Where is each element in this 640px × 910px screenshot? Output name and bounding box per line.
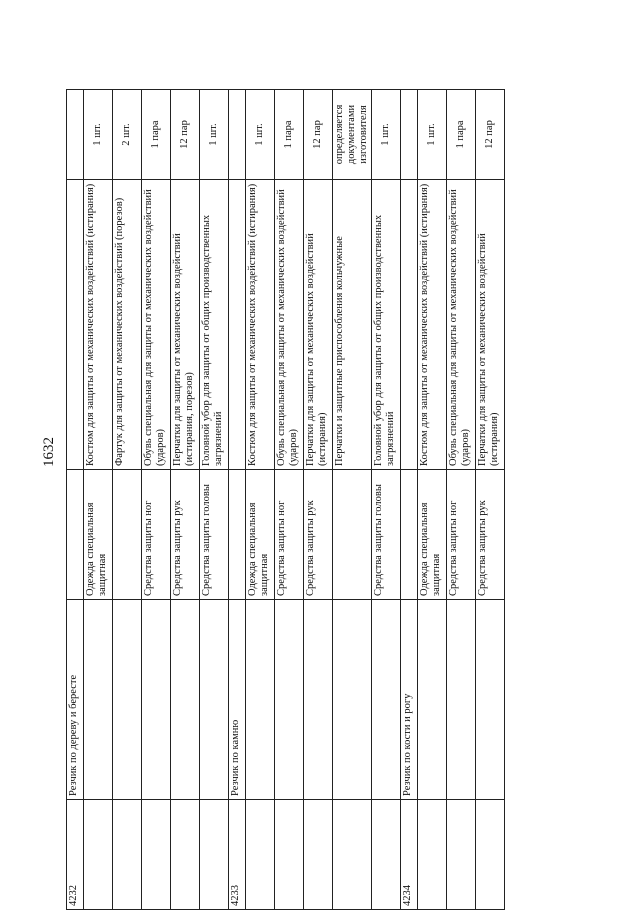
table-row bbox=[418, 90, 447, 910]
cell-code bbox=[113, 800, 142, 910]
cell-qty bbox=[67, 90, 84, 180]
table-row bbox=[200, 90, 229, 910]
table-row bbox=[401, 90, 418, 910]
cell-profession bbox=[476, 600, 505, 800]
cell-code bbox=[246, 800, 275, 910]
cell-item: Обувь специальная для защиты от механических воздействий (ударов) bbox=[447, 180, 476, 470]
cell-profession bbox=[447, 600, 476, 800]
cell-item: Перчатки для защиты от механических воздействий (истирания) bbox=[476, 180, 505, 470]
cell-code bbox=[171, 800, 200, 910]
table-row bbox=[113, 90, 142, 910]
cell-qty: 2 шт. bbox=[113, 90, 142, 180]
cell-type: Средства защиты рук bbox=[304, 470, 333, 600]
cell-profession: Резчик по камню bbox=[229, 600, 246, 800]
cell-qty bbox=[401, 90, 418, 180]
table-row bbox=[246, 90, 275, 910]
cell-type: Средства защиты ног bbox=[275, 470, 304, 600]
cell-qty: 1 шт. bbox=[246, 90, 275, 180]
cell-type: Средства защиты головы bbox=[200, 470, 229, 600]
cell-type: Средства защиты рук bbox=[476, 470, 505, 600]
cell-code: 4233 bbox=[229, 800, 246, 910]
cell-qty: определяется документами изготовителя bbox=[333, 90, 372, 180]
ppe-table-rotated bbox=[66, 90, 537, 910]
table-body bbox=[67, 90, 505, 910]
cell-type: Одежда специальная защитная bbox=[418, 470, 447, 600]
cell-item: Перчатки для защиты от механических воздействий (истирания) bbox=[304, 180, 333, 470]
cell-profession bbox=[142, 600, 171, 800]
cell-code bbox=[275, 800, 304, 910]
cell-type bbox=[333, 470, 372, 600]
cell-item: Головной убор для защиты от общих производственных загрязнений bbox=[372, 180, 401, 470]
cell-profession bbox=[84, 600, 113, 800]
cell-type: Одежда специальная защитная bbox=[84, 470, 113, 600]
cell-item: Головной убор для защиты от общих производственных загрязнений bbox=[200, 180, 229, 470]
table-row bbox=[84, 90, 113, 910]
cell-type: Одежда специальная защитная bbox=[246, 470, 275, 600]
cell-item bbox=[401, 180, 418, 470]
cell-item: Обувь специальная для защиты от механических воздействий (ударов) bbox=[142, 180, 171, 470]
cell-item: Костюм для защиты от механических воздействий (истирания) bbox=[418, 180, 447, 470]
page-number: 1632 bbox=[41, 437, 57, 467]
cell-profession bbox=[275, 600, 304, 800]
cell-qty bbox=[229, 90, 246, 180]
cell-type: Средства защиты ног bbox=[142, 470, 171, 600]
cell-qty: 1 шт. bbox=[418, 90, 447, 180]
cell-qty: 1 пара bbox=[447, 90, 476, 180]
cell-code bbox=[447, 800, 476, 910]
cell-profession: Резчик по дереву и бересте bbox=[67, 600, 84, 800]
cell-profession bbox=[171, 600, 200, 800]
cell-type: Средства защиты ног bbox=[447, 470, 476, 600]
cell-type: Средства защиты рук bbox=[171, 470, 200, 600]
cell-code bbox=[304, 800, 333, 910]
cell-qty: 1 шт. bbox=[372, 90, 401, 180]
cell-code bbox=[372, 800, 401, 910]
table-row bbox=[372, 90, 401, 910]
cell-type bbox=[229, 470, 246, 600]
cell-qty: 12 пар bbox=[304, 90, 333, 180]
table-row bbox=[304, 90, 333, 910]
cell-code: 4232 bbox=[67, 800, 84, 910]
cell-code: 4234 bbox=[401, 800, 418, 910]
table-row bbox=[275, 90, 304, 910]
table-row bbox=[333, 90, 372, 910]
cell-item: Перчатки для защиты от механических воздействий (истирания, порезов) bbox=[171, 180, 200, 470]
cell-code bbox=[418, 800, 447, 910]
table-row bbox=[67, 90, 84, 910]
cell-item: Обувь специальная для защиты от механических воздействий (ударов) bbox=[275, 180, 304, 470]
cell-profession bbox=[113, 600, 142, 800]
cell-item: Костюм для защиты от механических воздействий (истирания) bbox=[246, 180, 275, 470]
table-row bbox=[171, 90, 200, 910]
table-row bbox=[476, 90, 505, 910]
cell-qty: 1 пара bbox=[142, 90, 171, 180]
cell-qty: 12 пар bbox=[171, 90, 200, 180]
cell-qty: 1 шт. bbox=[84, 90, 113, 180]
cell-type bbox=[113, 470, 142, 600]
cell-profession bbox=[333, 600, 372, 800]
ppe-table bbox=[66, 89, 505, 910]
cell-item: Фартук для защиты от механических воздействий (порезов) bbox=[113, 180, 142, 470]
cell-type bbox=[67, 470, 84, 600]
cell-code bbox=[476, 800, 505, 910]
table-row bbox=[142, 90, 171, 910]
cell-code bbox=[200, 800, 229, 910]
cell-profession bbox=[246, 600, 275, 800]
cell-code bbox=[333, 800, 372, 910]
cell-profession bbox=[200, 600, 229, 800]
cell-item bbox=[67, 180, 84, 470]
cell-item: Костюм для защиты от механических воздействий (истирания) bbox=[84, 180, 113, 470]
cell-profession bbox=[304, 600, 333, 800]
table-row bbox=[229, 90, 246, 910]
cell-profession: Резчик по кости и рогу bbox=[401, 600, 418, 800]
cell-code bbox=[142, 800, 171, 910]
cell-item: Перчатки и защитные приспособления кольчужные bbox=[333, 180, 372, 470]
cell-profession bbox=[372, 600, 401, 800]
cell-qty: 1 шт. bbox=[200, 90, 229, 180]
table-row bbox=[447, 90, 476, 910]
cell-type: Средства защиты головы bbox=[372, 470, 401, 600]
cell-profession bbox=[418, 600, 447, 800]
cell-item bbox=[229, 180, 246, 470]
cell-qty: 1 пара bbox=[275, 90, 304, 180]
cell-code bbox=[84, 800, 113, 910]
cell-type bbox=[401, 470, 418, 600]
cell-qty: 12 пар bbox=[476, 90, 505, 180]
